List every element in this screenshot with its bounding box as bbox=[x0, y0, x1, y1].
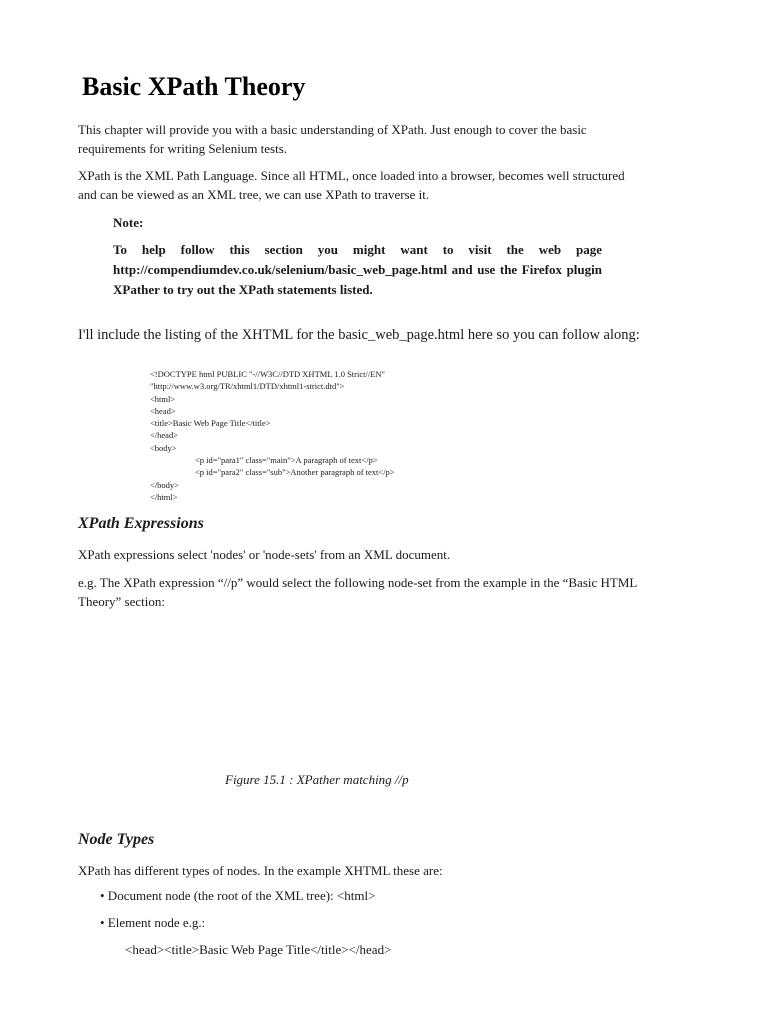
code-line: <head> bbox=[150, 405, 176, 416]
code-line: <html> bbox=[150, 393, 176, 404]
code-line: </html> bbox=[150, 491, 178, 502]
section-heading-xpath-expressions: XPath Expressions bbox=[78, 515, 204, 532]
figure-placeholder bbox=[78, 615, 678, 765]
note-body: To help follow this section you might want to visit the web page http://compendiumdev.co.uk/selenium/basic_web_page.html and use the Firefox plugin XPather to try out the XPath statements listed. bbox=[113, 242, 602, 297]
element-node-example: <head><title>Basic Web Page Title</title></head> bbox=[125, 942, 392, 957]
figure-caption: Figure 15.1 : XPather matching //p bbox=[225, 772, 409, 787]
code-line: <body> bbox=[150, 442, 177, 453]
code-listing bbox=[150, 368, 395, 503]
list-item: • Element node e.g.: bbox=[100, 915, 206, 930]
node-types-paragraph: XPath has different types of nodes. In the example XHTML these are: bbox=[78, 863, 443, 878]
code-line: </body> bbox=[150, 479, 179, 490]
section-heading-node-types: Node Types bbox=[78, 831, 155, 848]
xpath-expressions-paragraph: XPath expressions select 'nodes' or 'node-sets' from an XML document. bbox=[78, 547, 451, 562]
code-line: <p id="para1" class="main">A paragraph of text</p> bbox=[195, 455, 378, 466]
code-line: <title>Basic Web Page Title</title> bbox=[150, 418, 271, 429]
list-item: • Document node (the root of the XML tree): <html> bbox=[100, 888, 376, 903]
code-line: "http://www.w3.org/TR/xhtml1/DTD/xhtml1-strict.dtd"> bbox=[150, 381, 345, 392]
note-label: Note: bbox=[113, 215, 144, 230]
code-line: <!DOCTYPE html PUBLIC "-//W3C//DTD XHTML 1.0 Strict//EN" bbox=[150, 369, 386, 379]
code-line: <p id="para2" class="sub">Another paragraph of text</p> bbox=[195, 467, 395, 478]
xpath-definition-paragraph: XPath is the XML Path Language. Since all HTML, once loaded into a browser, becomes well structured and can be viewed as an XML tree, we can use XPath to traverse it. bbox=[78, 168, 625, 202]
xpath-example-paragraph: e.g. The XPath expression “//p” would select the following node-set from the example in the “Basic HTML Theory” section: bbox=[78, 575, 637, 609]
intro-paragraph: This chapter will provide you with a basic understanding of XPath. Just enough to cover the basic requirements for writing Selenium tests. bbox=[78, 122, 587, 156]
page-title: Basic XPath Theory bbox=[82, 72, 306, 101]
listing-intro: I'll include the listing of the XHTML for the basic_web_page.html here so you can follow along: bbox=[78, 327, 640, 343]
code-line: </head> bbox=[150, 430, 178, 441]
